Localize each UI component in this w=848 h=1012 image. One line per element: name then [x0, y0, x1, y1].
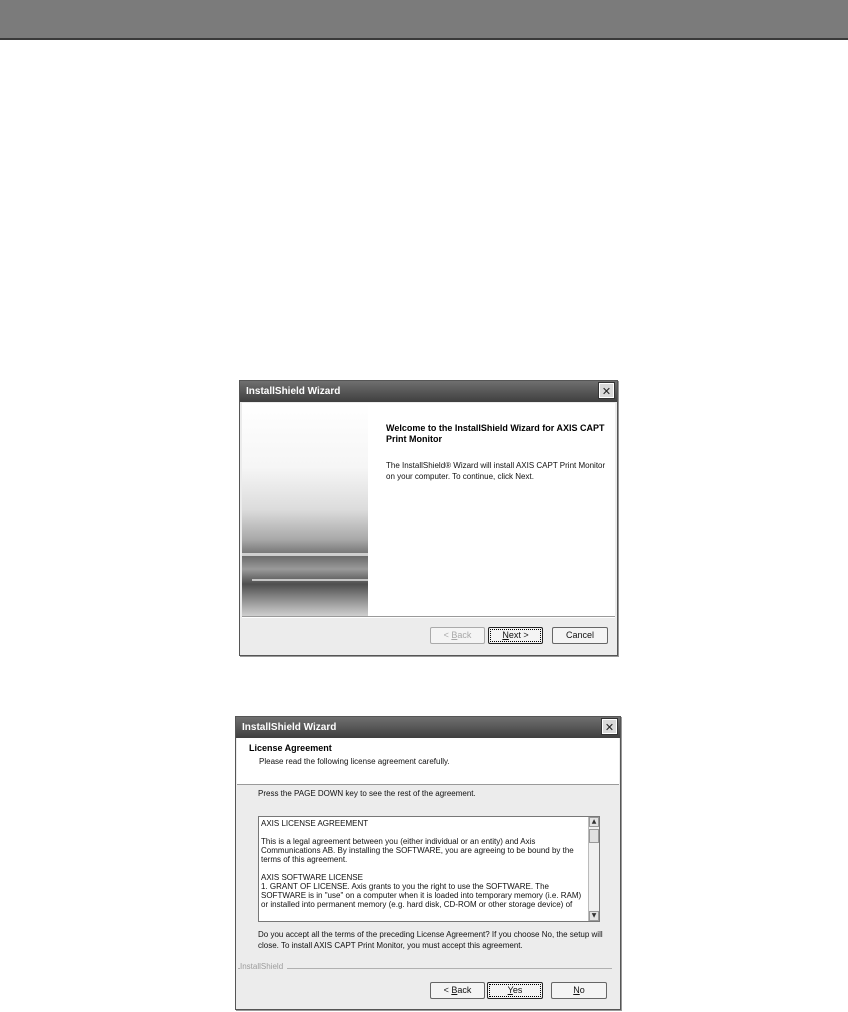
license-header-subtitle: Please read the following license agreement carefully. [259, 757, 450, 766]
dialog-title: InstallShield Wizard [242, 722, 337, 733]
installshield-label: InstallShield [240, 962, 287, 971]
dialog-title-bar [236, 717, 620, 738]
license-paragraph: AXIS SOFTWARE LICENSE 1. GRANT OF LICENSE. Axis grants to you the right to use the SOFTWARE. The SOFTWARE is in "use" on a computer when it is loaded into temporary memory (i.e. RAM) or installed into permanent memory (e.g. hard disk, CD-ROM or other storage device) of [261, 873, 582, 909]
button-separator [242, 616, 615, 618]
back-button-label: ack [457, 985, 472, 995]
license-header-title: License Agreement [249, 743, 332, 753]
yes-button-accelerator: Y [507, 985, 513, 995]
no-button-label: o [579, 985, 585, 995]
close-icon[interactable]: ✕ [599, 383, 614, 398]
welcome-heading: Welcome to the InstallShield Wizard for AXIS CAPT Print Monitor [386, 423, 605, 444]
license-paragraph: AXIS LICENSE AGREEMENT [261, 819, 369, 828]
no-button-accelerator: N [573, 985, 580, 995]
image-streak [252, 579, 368, 581]
dialog-title: InstallShield Wizard [246, 386, 341, 397]
page-down-instruction: Press the PAGE DOWN key to see the rest of the agreement. [258, 789, 476, 798]
next-button-accelerator: N [502, 630, 509, 640]
dialog-title-bar [240, 381, 617, 402]
back-button-accelerator: B [451, 985, 458, 995]
scroll-down-icon[interactable]: ▼ [589, 911, 599, 921]
installshield-welcome-dialog [239, 380, 618, 656]
license-text-box[interactable] [258, 816, 600, 922]
license-text [261, 819, 587, 918]
scroll-thumb[interactable] [589, 829, 599, 843]
yes-button-label: es [512, 985, 523, 995]
yes-button[interactable] [487, 982, 543, 999]
license-paragraph: This is a legal agreement between you (either individual or an entity) and Axis Communications AB. By installing the SOFTWARE, you are agreeing to be bound by the terms of this agreement. [261, 837, 574, 864]
installshield-divider [238, 968, 612, 969]
scroll-up-icon[interactable]: ▲ [589, 817, 599, 827]
wizard-side-image [242, 403, 368, 616]
back-button-accelerator: B [451, 630, 458, 640]
back-button[interactable] [430, 982, 485, 999]
next-button-label: ext > [508, 630, 529, 640]
image-streak [242, 553, 368, 556]
installshield-license-dialog [235, 716, 621, 1010]
cancel-button[interactable]: Cancel [552, 627, 608, 644]
license-scrollbar[interactable] [588, 817, 599, 921]
top-header-bar [0, 0, 848, 40]
next-button[interactable] [488, 627, 543, 644]
back-button[interactable] [430, 627, 485, 644]
back-button-label: ack [457, 630, 472, 640]
license-header [237, 738, 619, 785]
welcome-panel [368, 403, 615, 616]
back-button-label: < [443, 630, 452, 640]
back-button-label: < [443, 985, 452, 995]
close-icon[interactable]: ✕ [602, 719, 617, 734]
no-button[interactable] [551, 982, 607, 999]
welcome-description: The InstallShield® Wizard will install AXIS CAPT Print Monitor on your computer. To continue, click Next. [386, 461, 606, 481]
accept-question: Do you accept all the terms of the preceding License Agreement? If you choose No, the setup will close. To install AXIS CAPT Print Monitor, you must accept this agreement. [258, 930, 603, 950]
